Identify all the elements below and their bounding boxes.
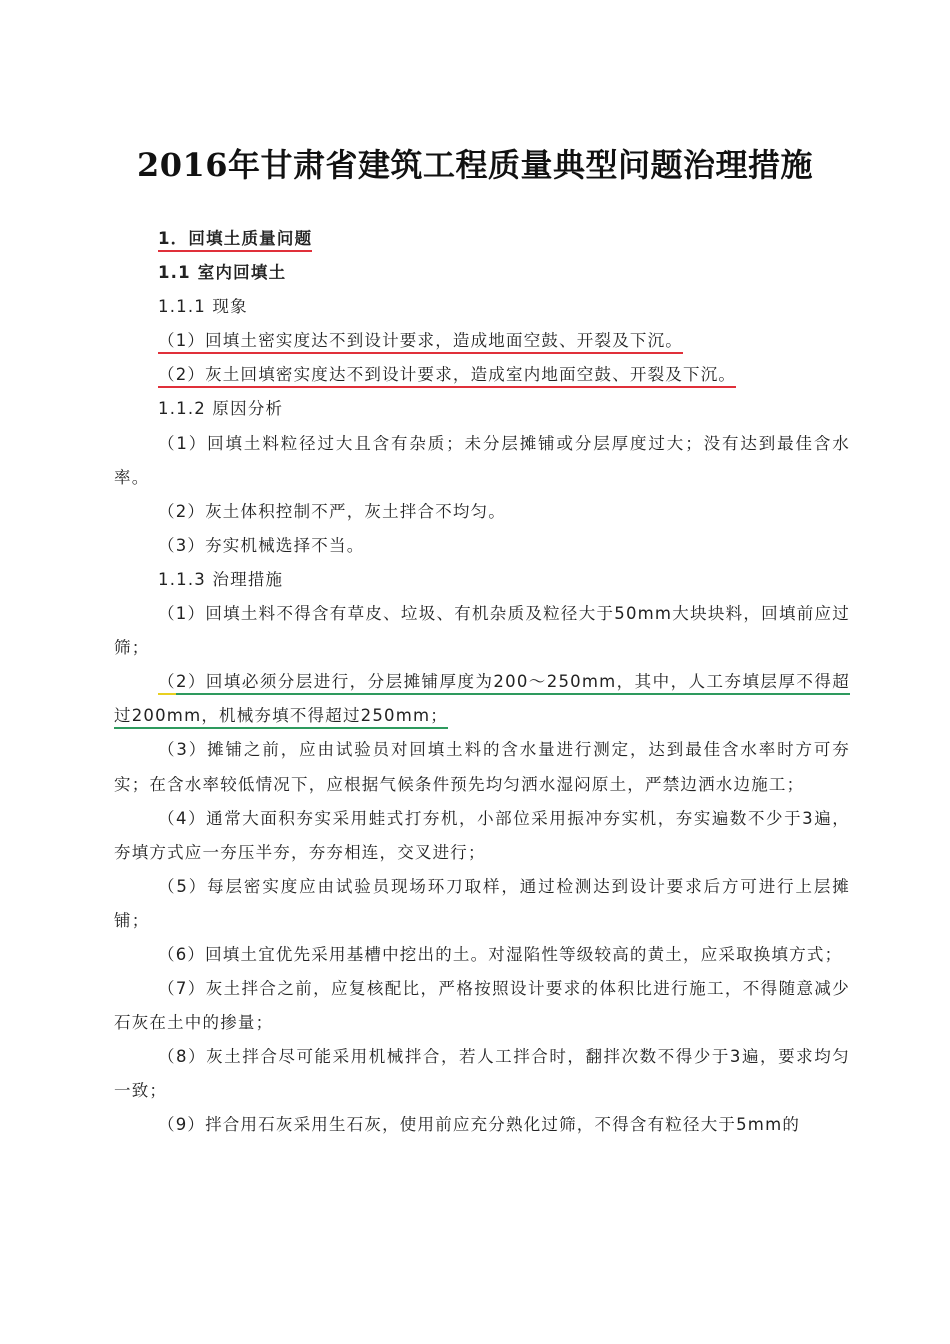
paragraph: （6）回填土宜优先采用基槽中挖出的土。对湿陷性等级较高的黄土，应采取换填方式； <box>158 944 843 964</box>
subheading-phenomenon: 1.1.1 现象 <box>158 297 248 317</box>
paragraph: （1）回填土料不得含有草皮、垃圾、有机杂质及粒径大于50mm大块块料，回填前应过筛； <box>114 604 850 658</box>
paragraph: （5）每层密实度应由试验员现场环刀取样，通过检测达到设计要求后方可进行上层摊铺； <box>114 876 850 930</box>
paragraph: （3）夯实机械选择不当。 <box>158 535 365 555</box>
subheading-cause-analysis: 1.1.2 原因分析 <box>158 399 284 419</box>
paragraph: （8）灰土拌合尽可能采用机械拌合，若人工拌合时，翻拌次数不得少于3遍，要求均匀一致； <box>114 1047 850 1101</box>
document-body <box>114 222 850 1143</box>
paragraph: （1）回填土料粒径过大且含有杂质；未分层摊铺或分层厚度过大；没有达到最佳含水率。 <box>114 433 850 487</box>
paragraph: （3）摊铺之前，应由试验员对回填土料的含水量进行测定，达到最佳含水率时方可夯实；在含水率较低情况下，应根据气候条件预先均匀洒水湿闷原土，严禁边洒水边施工； <box>114 740 850 794</box>
section-heading-1: 1．回填土质量问题 <box>114 222 850 256</box>
subsection-heading-1-1: 1.1 室内回填土 <box>158 263 287 283</box>
paragraph: （1）回填土密实度达不到设计要求，造成地面空鼓、开裂及下沉。 <box>114 324 850 358</box>
subheading-measures: 1.1.3 治理措施 <box>158 569 284 589</box>
paragraph: （2）灰土回填密实度达不到设计要求，造成室内地面空鼓、开裂及下沉。 <box>114 358 850 392</box>
paragraph: （2）灰土体积控制不严，灰土拌合不均匀。 <box>158 501 506 521</box>
paragraph: （7）灰土拌合之前，应复核配比，严格按照设计要求的体积比进行施工，不得随意减少石灰在土中的掺量； <box>114 979 850 1033</box>
paragraph: （4）通常大面积夯实采用蛙式打夯机，小部位采用振冲夯实机，夯实遍数不少于3遍，夯填方式应一夯压半夯，夯夯相连，交叉进行； <box>114 808 850 862</box>
paragraph: （2）回填必须分层进行，分层摊铺厚度为200～250mm，其中，人工夯填层厚不得超过200mm，机械夯填不得超过250mm； <box>114 665 850 733</box>
paragraph: （9）拌合用石灰采用生石灰，使用前应充分熟化过筛，不得含有粒径大于5mm的 <box>158 1115 801 1135</box>
document-title: 2016年甘肃省建筑工程质量典型问题治理措施 <box>136 146 814 184</box>
